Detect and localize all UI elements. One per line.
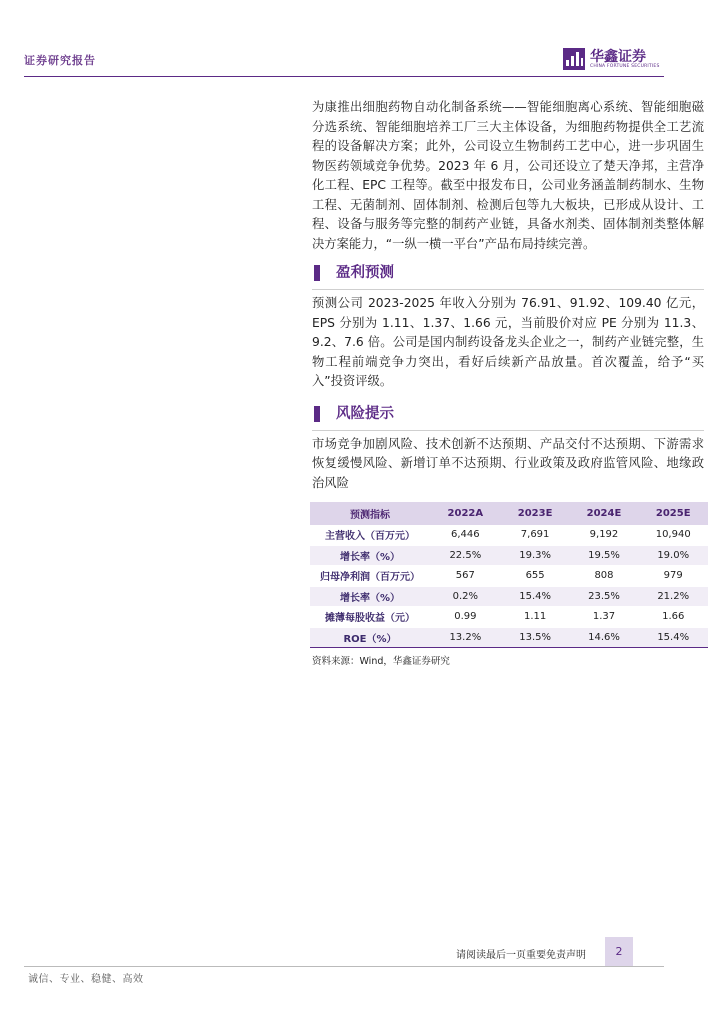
- table-cell: 13.2%: [430, 627, 501, 648]
- table-cell: 23.5%: [570, 586, 639, 607]
- row-label: 归母净利润（百万元）: [310, 566, 430, 587]
- page-number: 2: [605, 937, 633, 967]
- table-cell: 808: [570, 566, 639, 587]
- table-cell: 19.3%: [501, 545, 570, 566]
- row-label: ROE（%）: [310, 627, 430, 648]
- table-cell: 1.66: [638, 607, 708, 628]
- table-cell: 7,691: [501, 525, 570, 545]
- table-cell: 19.5%: [570, 545, 639, 566]
- table-cell: 19.0%: [638, 545, 708, 566]
- row-label: 增长率（%）: [310, 545, 430, 566]
- table-cell: 1.37: [570, 607, 639, 628]
- table-cell: 0.99: [430, 607, 501, 628]
- risk-body: 市场竞争加剧风险、技术创新不达预期、产品交付不达预期、下游需求恢复缓慢风险、新增订单不达预期、行业政策及政府监管风险、地缘政治风险: [312, 436, 704, 490]
- profit-forecast-heading: [312, 263, 704, 283]
- profit-forecast-body: 预测公司 2023-2025 年收入分别为 76.91、91.92、109.40 亿元，EPS 分别为 1.11、1.37、1.66 元，当前股价对应 PE 分别为 11.3、9.2、7.6 倍。公司是国内制药设备龙头企业之一，制药产业链完整，生物工程前端竞争力突出，看好后续新产品放量。首次覆盖，给予“买入”投资评级。: [312, 296, 704, 388]
- section-divider: [312, 289, 704, 290]
- section-marker-icon: [314, 406, 320, 422]
- table-row: [310, 545, 708, 566]
- table-row: [310, 627, 708, 648]
- table-row: [310, 525, 708, 545]
- table-row: [310, 586, 708, 607]
- table-cell: 10,940: [638, 525, 708, 545]
- table-cell: 21.2%: [638, 586, 708, 607]
- disclaimer-note: 请阅读最后一页重要免责声明: [456, 950, 586, 961]
- logo-name-cn: 华鑫证券: [590, 49, 646, 65]
- table-header-cell: 2024E: [570, 502, 639, 525]
- table-cell: 567: [430, 566, 501, 587]
- table-header-cell: 2023E: [501, 502, 570, 525]
- forecast-table: [310, 502, 708, 648]
- header-divider: [24, 76, 664, 77]
- risk-heading: [312, 404, 704, 424]
- table-cell: 0.2%: [430, 586, 501, 607]
- table-header-cell: 2022A: [430, 502, 501, 525]
- row-label: 摊薄每股收益（元）: [310, 607, 430, 628]
- intro-paragraph: 为康推出细胞药物自动化制备系统——智能细胞离心系统、智能细胞磁分选系统、智能细胞培养工厂三大主体设备，为细胞药物提供全工艺流程的设备解决方案；此外，公司设立生物制药工艺中心，进一步巩固生物医药领域竞争优势。2023 年 6 月，公司还设立了楚天净邦，主营净化工程、EPC 工程等。截至中报发布日，公司业务涵盖制药制水、生物工程、无菌制剂、固体制剂、检测后包等九大板块，已形成从设计、工程、设备与服务等完整的制药产业链，具备水剂类、固体制剂类整体解决方案能力，“一纵一横一平台”产品布局持续完善。: [312, 100, 704, 251]
- table-cell: 979: [638, 566, 708, 587]
- table-cell: 1.11: [501, 607, 570, 628]
- table-cell: 15.4%: [501, 586, 570, 607]
- table-source-note: 资料来源：Wind，华鑫证券研究: [312, 656, 450, 667]
- table-cell: 15.4%: [638, 627, 708, 648]
- row-label: 主营收入（百万元）: [310, 525, 430, 545]
- table-cell: 6,446: [430, 525, 501, 545]
- table-cell: 14.6%: [570, 627, 639, 648]
- table-header-cell: 2025E: [638, 502, 708, 525]
- profit-forecast-title: 盈利预测: [336, 264, 394, 281]
- table-cell: 9,192: [570, 525, 639, 545]
- table-row: [310, 566, 708, 587]
- company-logo: [563, 46, 663, 72]
- table-row: [310, 607, 708, 628]
- table-header-row: [310, 502, 708, 525]
- section-divider: [312, 430, 704, 431]
- table-header-cell: 预测指标: [310, 502, 430, 525]
- footer-divider: [24, 966, 664, 967]
- row-label: 增长率（%）: [310, 586, 430, 607]
- report-type-label: 证券研究报告: [24, 54, 96, 67]
- main-content: [312, 98, 704, 667]
- table-cell: 655: [501, 566, 570, 587]
- table-cell: 13.5%: [501, 627, 570, 648]
- section-marker-icon: [314, 265, 320, 281]
- footer-tagline: 诚信、专业、稳健、高效: [28, 974, 144, 985]
- risk-title: 风险提示: [336, 404, 394, 422]
- logo-name-en: CHINA FORTUNE SECURITIES: [590, 64, 660, 69]
- logo-mark-icon: [563, 48, 585, 70]
- table-cell: 22.5%: [430, 545, 501, 566]
